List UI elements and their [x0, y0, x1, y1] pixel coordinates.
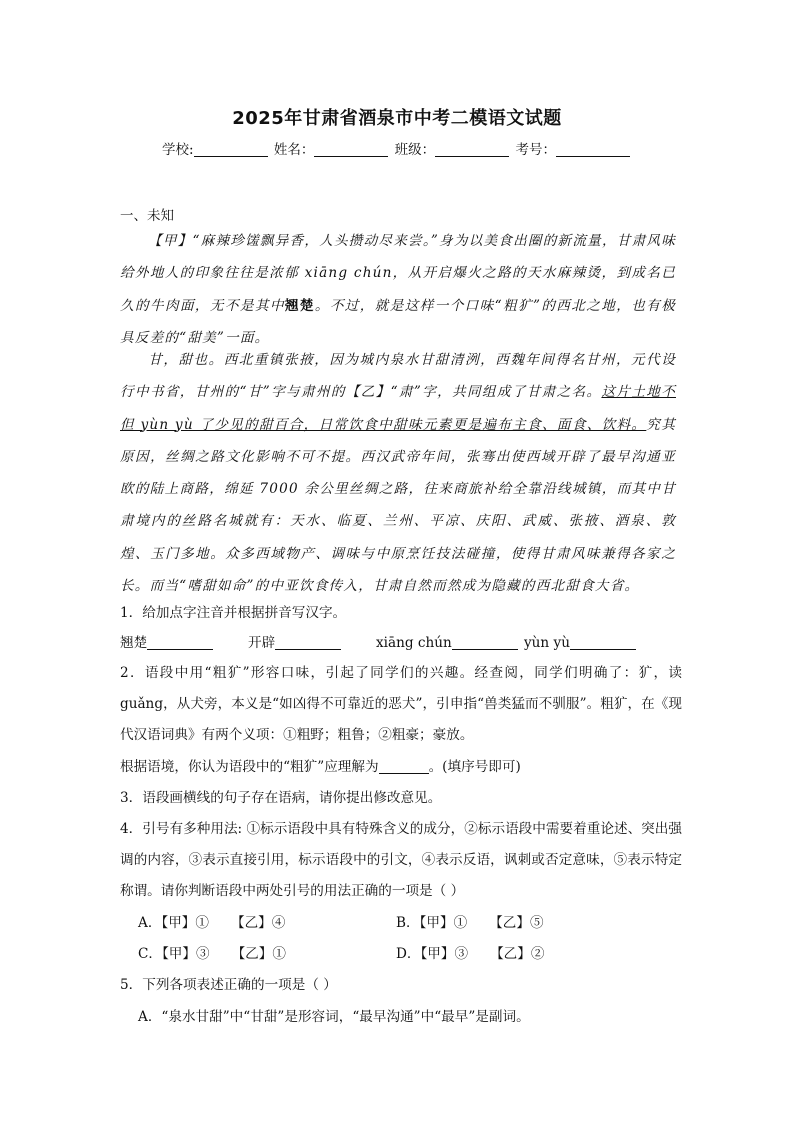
passage-text: 甘，甜也。西北重镇张掖，因为城内泉水甘甜清洌，西魏年间得名甘州，元代设行中书省，甘州的“甘”字与肃州的【乙】“肃”字，共同组成了甘肃之名。	[120, 352, 676, 401]
passage-text: 。不过，就是这样一个口味“粗犷”的西北之地，也有极具反差的“甜美”一面。	[120, 297, 676, 346]
option-part: 【乙】⑤	[489, 915, 544, 931]
class-blank[interactable]	[435, 142, 509, 157]
question-1-answers	[120, 628, 682, 659]
answer-blank[interactable]	[379, 759, 429, 774]
option-b[interactable]	[396, 908, 544, 939]
number-label: 考号：	[515, 142, 556, 158]
question-5: 5．下列各项表述正确的一项是（ ）	[120, 977, 337, 993]
passage-paragraph-2	[120, 344, 676, 602]
school-label: 学校:	[162, 142, 194, 158]
option-part: 【乙】①	[231, 946, 286, 962]
question-2: 2．语段中用“粗犷”形容口味，引起了同学们的兴趣。经查阅，同学们明确了：犷，读 guǎng，从犬旁，本义是“如凶得不可靠近的恶犬”，引申指“兽类猛而不驯服”。粗犷，在《现代汉语词典》有两个义项：①粗野；粗鲁；②粗豪；豪放。	[120, 665, 682, 743]
dotted-word: 翘楚	[284, 297, 315, 314]
passage-paragraph-1	[120, 225, 676, 354]
answer-item-label: 翘楚	[120, 635, 148, 651]
option-part: 【乙】④	[231, 915, 286, 931]
school-blank[interactable]	[194, 142, 268, 157]
option-d[interactable]	[396, 939, 544, 970]
option-letter: D．	[396, 946, 421, 962]
number-blank[interactable]	[556, 142, 630, 157]
section-heading: 一、未知	[120, 208, 174, 224]
passage-text: 【甲】“麻辣珍馐飘异香，人头攒动尽来尝。”身为以美食出圈的新流量，甘肃风味给外地人的印象往往是浓郁 xiāng chún，从开启爆火之路的天水麻辣烫，到成名已久的牛肉面，无不是其中	[120, 233, 676, 314]
answer-blank[interactable]	[275, 635, 341, 650]
option-c[interactable]	[138, 939, 286, 970]
option-part: 【甲】①	[161, 915, 209, 931]
option-letter: C．	[138, 946, 162, 962]
question-2-ask	[120, 752, 682, 783]
answer-item	[524, 628, 636, 659]
name-label: 姓名：	[273, 142, 315, 158]
answer-item-label: yùn yù	[524, 635, 570, 651]
option-part: 【乙】②	[490, 946, 545, 962]
question-2-ask-tail: 。(填序号即可)	[428, 759, 521, 775]
question-5-option-a[interactable]: A．“泉水甘甜”中“甘甜”是形容词，“最早沟通”中“最早”是副词。	[138, 1009, 530, 1025]
question-3: 3．语段画横线的句子存在语病，请你提出修改意见。	[120, 790, 442, 806]
answer-blank[interactable]	[452, 635, 518, 650]
answer-item	[120, 628, 248, 659]
answer-blank[interactable]	[147, 635, 213, 650]
answer-item-label: xiāng chún	[376, 635, 452, 651]
answer-blank[interactable]	[570, 635, 636, 650]
answer-item-label: 开辟	[248, 635, 276, 651]
answer-item	[376, 628, 524, 659]
passage-text: 究其原因，丝绸之路文化影响不可不提。西汉武帝年间，张骞出使西域开辟了最早沟通亚欧的陆上商路，绵延 7000 余公里丝绸之路，往来商旅补给全靠沿线城镇，而其中甘肃境内的丝路名城就有：天水、临夏、兰州、平凉、庆阳、武威、张掖、酒泉、敦煌、玉门多地。众多西域物产、调味与中原烹饪技法碰撞，使得甘肃风味兼得各家之长。而当“嗜甜如命”的中亚饮食传入，甘肃自然而然成为隐藏的西北甜食大省。	[120, 416, 676, 595]
class-label: 班级：	[394, 142, 436, 158]
name-blank[interactable]	[314, 142, 388, 157]
underlined-sentence: 这片土地不但 yùn yù 了少见的甜百合，日常饮食中甜味元素更是遍布主食、面食、饮料。	[120, 384, 676, 433]
option-letter: A．	[138, 915, 162, 931]
option-letter: B．	[396, 915, 420, 931]
option-part: 【甲】③	[162, 946, 210, 962]
student-info-line	[0, 138, 794, 158]
option-part: 【甲】③	[420, 946, 469, 962]
page-title: 2025年甘肃省酒泉市中考二模语文试题	[232, 108, 562, 129]
question-4: 4．引号有多种用法: ①标示语段中具有特殊含义的成分，②标示语段中需要着重论述、突出强调的内容，③表示直接引用，标示语段中的引文，④表示反语，讽刺或否定意味，⑤表示特定称谓。请你判断语段中两处引号的用法正确的一项是（ ）	[120, 821, 682, 899]
question-2-ask-text: 根据语境，你认为语段中的“粗犷”应理解为	[120, 759, 379, 775]
answer-item	[248, 628, 376, 659]
question-1: 1．给加点字注音并根据拼音写汉字。	[120, 605, 347, 621]
option-a[interactable]	[138, 908, 285, 939]
option-part: 【甲】①	[419, 915, 468, 931]
